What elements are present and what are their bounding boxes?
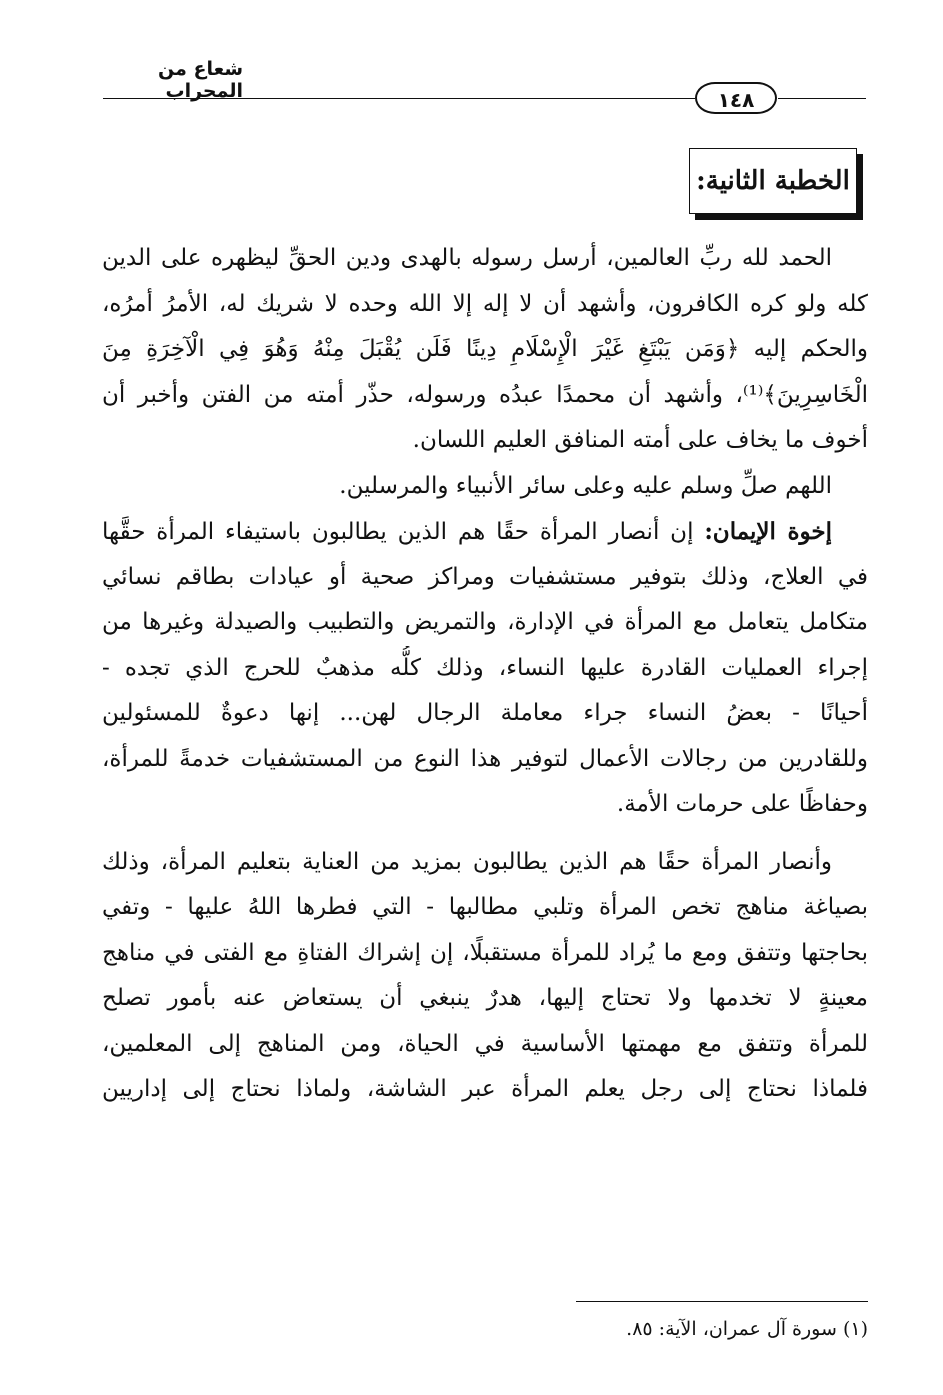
- section-heading-box: [689, 148, 857, 214]
- text-line: بحاجتها وتتفق ومع ما يُراد للمرأة مستقبلًا، إن إشراك الفتاةِ مع الفتى في مناهج: [102, 939, 868, 966]
- text-line: متكامل يتعامل مع المرأة في الإدارة، والتمريض والتطبيب والصيدلة وغيرها من: [102, 609, 868, 635]
- text-line: وحفاظًا على حرمات الأمة.: [616, 791, 868, 817]
- text-line: [102, 509, 868, 555]
- text-line: الْخَاسِرِينَ﴾⁽¹⁾، وأشهد أن محمدًا عبدُه ورسوله، حذّر أمته من الفتن وأخبر أن: [102, 381, 868, 408]
- text-line: اللهم صلِّ وسلم عليه وعلى سائر الأنبياء والمرسلين.: [339, 472, 832, 499]
- text-line: بصياغة مناهج تخص المرأة وتلبي مطالبها - التي فطرها اللهُ عليها - وتفي: [102, 894, 868, 920]
- page-number: ١٤٨: [695, 82, 777, 114]
- text-line: وللقادرين من رجالات الأعمال لتوفير هذا النوع من المستشفيات خدمةً للمرأة،: [102, 745, 868, 772]
- text-line: للمرأة وتتفق مع مهمتها الأساسية في الحياة، ومن المناهج إلى المعلمين،: [102, 1030, 868, 1057]
- text-line: وأنصار المرأة حقًا هم الذين يطالبون بمزيد من العناية بتعليم المرأة، وذلك: [102, 848, 832, 875]
- text-line: إجراء العمليات القادرة عليها النساء، وذلك كلُّه مذهبٌ للحرج الذي تجده -: [102, 654, 868, 681]
- lead-phrase: إخوة الإيمان:: [704, 518, 832, 545]
- text-line: في العلاج، وذلك بتوفير مستشفيات ومراكز صحية أو عيادات بطاقم نسائي: [102, 563, 868, 590]
- text-line: أخوف ما يخاف على أمته المنافق العليم اللسان.: [412, 427, 868, 453]
- text-line: أحيانًا - بعضُ النساء جراء معاملة الرجال لهن... إنها دعوةٌ للمسئولين: [102, 700, 868, 726]
- header-rule: [103, 98, 695, 99]
- header-rule: [778, 98, 866, 99]
- running-title: شعاع من المحراب: [158, 58, 243, 102]
- body-text: [102, 236, 868, 1113]
- text-line: والحكم إليه ﴿وَمَن يَبْتَغِ غَيْرَ الْإِسْلَامِ دِينًا فَلَن يُقْبَلَ مِنْهُ وَهُوَ فِي الْآخِرَةِ مِنَ: [102, 336, 868, 362]
- text-line: فلماذا نحتاج إلى رجل يعلم المرأة عبر الشاشة، ولماذا نحتاج إلى إداريين: [102, 1076, 868, 1102]
- paragraph-gap: [102, 828, 868, 840]
- section-heading: الخطبة الثانية:: [696, 166, 850, 196]
- footnote-rule: [576, 1301, 868, 1302]
- text-line: معينةٍ لا تخدمها ولا تحتاج إليها، هدرٌ ينبغي أن يستعاض عنه بأمور تصلح: [102, 985, 868, 1011]
- text-line: كله ولو كره الكافرون، وأشهد أن لا إله إلا الله وحده لا شريك له، الأمرُ أمرُه،: [102, 290, 868, 317]
- footnote: (١) سورة آل عمران، الآية: ٨٥.: [626, 1318, 868, 1340]
- text-line: الحمد لله ربِّ العالمين، أرسل رسوله بالهدى ودين الحقِّ ليظهره على الدين: [102, 245, 832, 271]
- lead-line-text: إن أنصار المرأة حقًا هم الذين يطالبون باستيفاء المرأة حقَّها: [102, 519, 694, 545]
